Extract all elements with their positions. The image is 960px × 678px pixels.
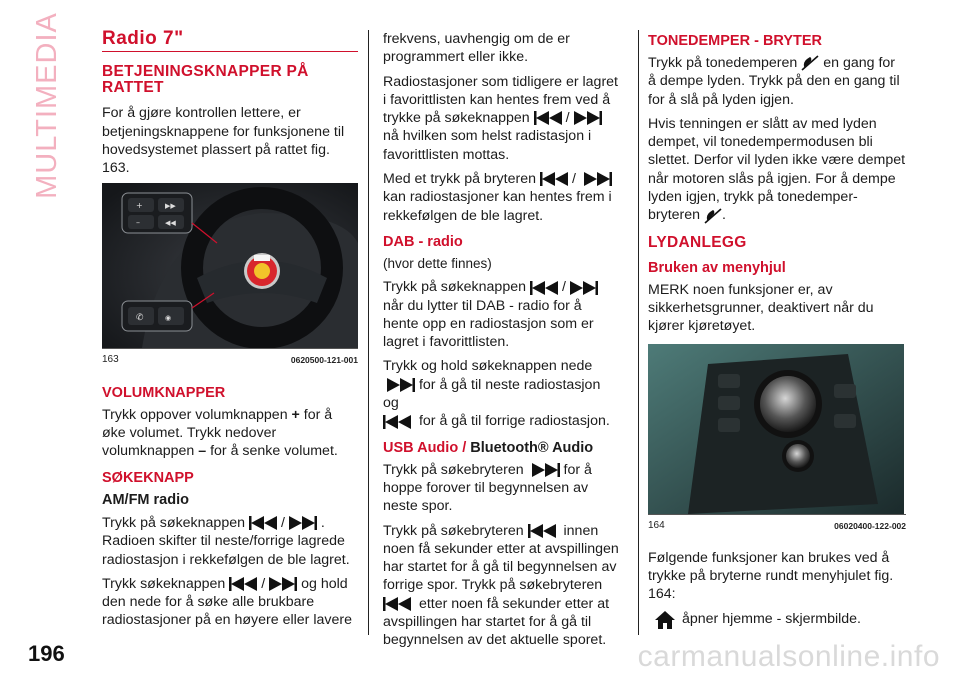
column-divider (368, 30, 369, 635)
svg-text:✆: ✆ (136, 313, 144, 324)
page-number: 196 (28, 641, 65, 666)
chapter-title: Radio 7" (102, 28, 184, 49)
svg-text:◀◀: ◀◀ (165, 219, 176, 228)
seek-next-icon (570, 111, 602, 125)
menu-wheel-heading: Bruken av menyhjul (648, 259, 786, 276)
seek-next-icon (566, 281, 598, 295)
minus-symbol: – (198, 443, 207, 460)
usb-paragraph-1: Trykk på søkebryteren for å hoppe forover til begynnelsen av neste spor. (383, 461, 592, 515)
mute-icon (704, 208, 722, 224)
steering-controls-text: For å gjøre kontrollen lettere, er betjeningsknappene for funksjonene til hovedsystemet plassert på rattet fig. 163. (102, 105, 345, 177)
seek-paragraph-2: Trykk søkeknappen / og hold den nede for å søke alle brukbare radiostasjoner på en høyere eller lavere (102, 575, 352, 629)
seek-next-icon (285, 516, 317, 530)
volume-heading: VOLUMKNAPPER (102, 384, 226, 401)
seek-prev-icon (528, 524, 560, 538)
mute-paragraph-1: Trykk på tonedemperen en gang for å dempe lyden. Trykk på den en gang til for å slå på lyden igjen. (648, 55, 900, 108)
switch-text: Med et trykk på bryteren / kan radiostasjoner kan hentes frem i rekkefølgen de ble lagret. (383, 171, 612, 224)
dab-paragraph-1: Trykk på søkeknappen / når du lytter til DAB - radio for å hente opp en radiostasjon som er lagret i favorittlisten. (383, 278, 619, 351)
am-fm-subheading: AM/FM radio (102, 491, 189, 508)
plus-symbol: + (291, 406, 300, 423)
mute-icon (801, 55, 819, 71)
svg-text:+: + (136, 201, 143, 211)
seek-prev-icon (530, 281, 562, 295)
svg-text:▶▶: ▶▶ (165, 202, 176, 211)
seek-next-icon (580, 172, 612, 186)
audio-system-heading: LYDANLEGG (648, 233, 747, 251)
dab-paragraph-2: Trykk og hold søkeknappen nede for å gå til neste radiostasjon og for å gå til forrige radiostasjon. (383, 358, 610, 430)
seek-heading: SØKEKNAPP (102, 469, 194, 486)
figure-code: 0620500-121-001 (290, 355, 358, 366)
home-function-item: åpner hjemme - skjermbilde. (648, 610, 906, 630)
seek-prev-icon (383, 415, 415, 429)
column-divider (638, 30, 639, 635)
home-icon (654, 610, 676, 630)
seek-next-icon (265, 577, 297, 591)
figure-163-steering-wheel (102, 183, 358, 348)
dab-subheading: (hvor dette finnes) (383, 255, 492, 271)
menu-wheel-functions-text: Følgende funksjoner kan brukes ved å trykke på bryterne rundt menyhjulet fig. 164: (648, 549, 894, 603)
volume-text: Trykk oppover volumknappen + for å øke volumet. Trykk nedover volumknappen – for å senke volumet. (102, 406, 338, 460)
column-3 (648, 30, 906, 630)
watermark: carmanualsonline.info (637, 640, 940, 673)
seek-prev-icon (534, 111, 566, 125)
usb-bluetooth-heading: USB Audio / Bluetooth® Audio (383, 439, 594, 456)
figure-number: 164 (648, 519, 665, 531)
side-section-title: MULTIMEDIA (30, 11, 63, 199)
seek-prev-icon (383, 597, 415, 611)
dab-heading: DAB - radio (383, 233, 463, 250)
figure-163-caption (102, 348, 358, 369)
seek-next-icon (383, 378, 415, 392)
mute-paragraph-2: Hvis tenningen er slått av med lyden dempet, vil tonedempermodusen bli slettet. Derfor vil lyden ikke være dempet når motoren slås på igjen. For å dempe lyden igjen, trykk på tonedemper-bryteren . (648, 115, 906, 224)
mute-heading: TONEDEMPER - BRYTER (648, 33, 823, 49)
column-1 (102, 30, 358, 636)
svg-text:–: – (136, 218, 140, 228)
seek-prev-icon (540, 172, 572, 186)
figure-number: 163 (102, 354, 119, 366)
menu-wheel-note: MERK noen funksjoner er, av sikkerhetsgrunner, deaktivert når du kjører kjøretøyet. (648, 281, 874, 335)
usb-paragraph-2: Trykk på søkebryteren innen noen få sekunder etter at avspillingen har startet for å gå til begynnelsen av forrige spor. Trykk på søkebryteren etter noen få sekunder etter at avspillingen har startet for å gå til begynnelsen av det aktuelle sporet. (383, 522, 619, 649)
seek-prev-icon (229, 577, 261, 591)
steering-controls-heading: BETJENINGSKNAPPER PÅ RATTET (102, 63, 309, 97)
figure-164-caption (648, 514, 906, 535)
frequency-text: frekvens, uavhengig om de er programmert eller ikke. (383, 31, 570, 66)
seek-next-icon (528, 463, 560, 477)
svg-text:◉: ◉ (165, 314, 172, 323)
favorites-text: Radiostasjoner som tidligere er lagret i favorittlisten kan hentes frem ved å trykke på søkeknappen / nå hvilken som helst radistasjon i favorittlisten mottas. (383, 73, 618, 163)
figure-164-menu-wheel (648, 344, 904, 514)
seek-paragraph-1: Trykk på søkeknappen / . Radioen skifter til neste/forrige lagrede radiostasjon i rekkefølgen de ble lagret. (102, 514, 350, 568)
figure-code: 06020400-122-002 (834, 520, 906, 531)
seek-prev-icon (249, 516, 281, 530)
chapter-title-wrap (102, 30, 358, 52)
column-2 (383, 30, 619, 656)
